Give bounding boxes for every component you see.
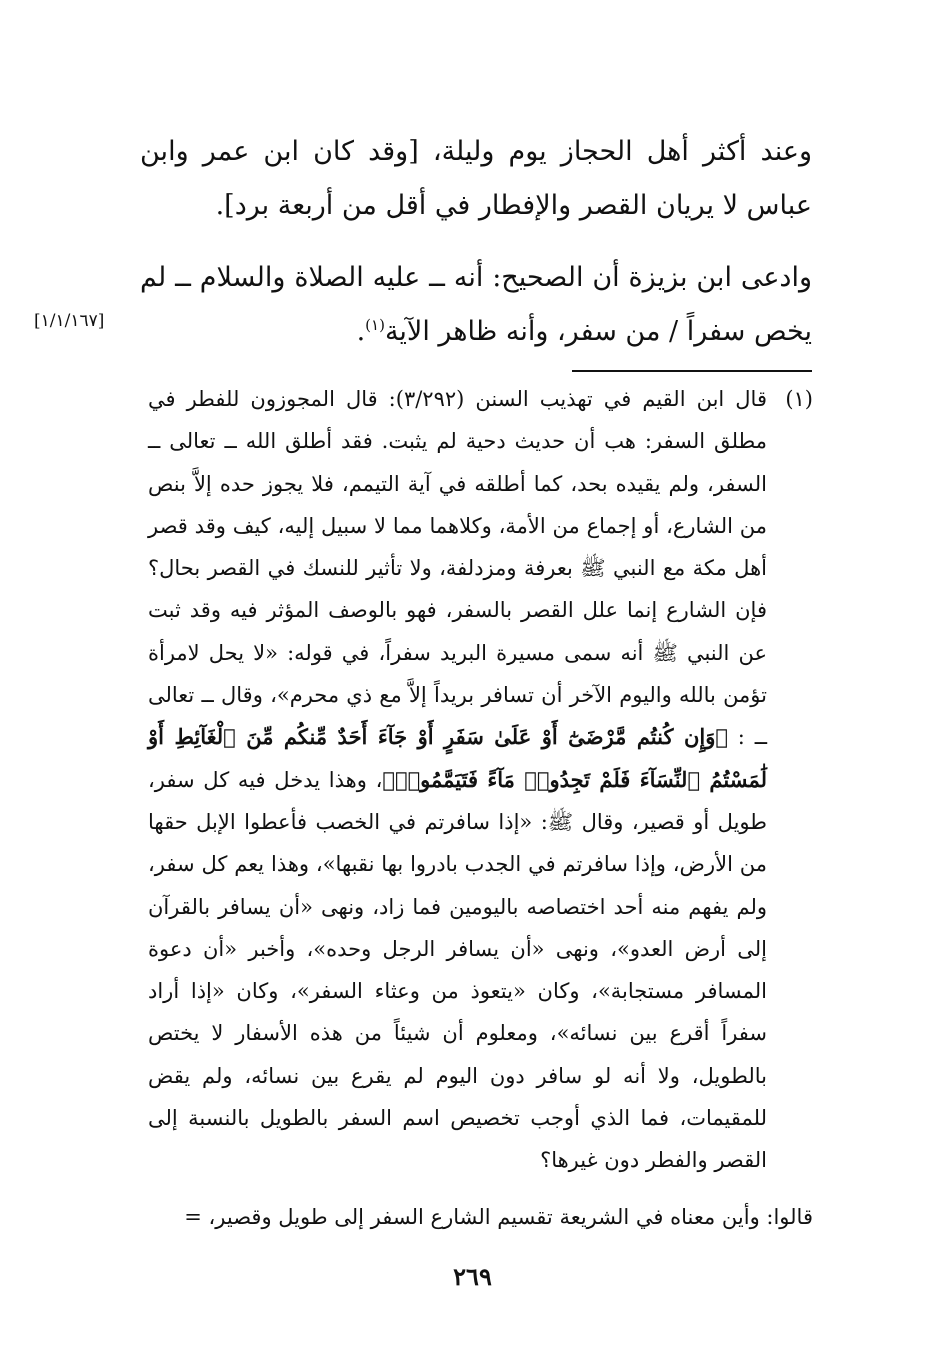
footnote-continuation: قالوا: وأين معناه في الشريعة تقسيم الشارع السفر إلى طويل وقصير، =	[184, 1205, 813, 1229]
main-paragraph-2-text: وادعى ابن بزيزة أن الصحيح: أنه ــ عليه الصلاة والسلام ــ لم يخص سفراً / من سفر، وأنه ظاهر الآية	[140, 262, 812, 347]
footnote-number: (١)	[785, 387, 813, 411]
page-number: ٢٦٩	[453, 1262, 492, 1291]
main-paragraph-2-end: .	[356, 316, 366, 347]
main-paragraph-2	[140, 251, 812, 359]
footnote-1	[148, 378, 813, 1182]
footnote-marker[interactable]: (١)	[365, 316, 385, 334]
footnote-body	[148, 378, 767, 1182]
footnote-text-part-1: قال ابن القيم في تهذيب السنن (٣/٢٩٢): قال المجوزون للفطر في مطلق السفر: هب أن حديث دحية لم يثبت. فقد أطلق الله ــ تعالى ــ السفر، ولم يقيده بحد، كما أطلقه في آية التيمم، فلا يجوز حده إلاَّ بنص من الشارع، أو إجماع من الأمة، وكلاهما مما لا سبيل إليه، كيف وقد قصر أهل مكة مع النبي ﷺ بعرفة ومزدلفة، ولا تأثير للنسك في القصر بحال؟ فإن الشارع إنما علل القصر بالسفر، فهو بالوصف المؤثر فيه وقد ثبت عن النبي ﷺ أنه سمى مسيرة البريد سفراً، في قوله: «لا يحل لامرأة تؤمن بالله واليوم الآخر أن تسافر بريداً إلاَّ مع ذي محرم»، وقال ــ تعالى ــ :	[148, 387, 767, 750]
footnote-text-part-2: ، وهذا يدخل فيه كل سفر، طويل أو قصير، وقال ﷺ: «إذا سافرتم في الخصب فأعطوا الإبل حقها من الأرض، وإذا سافرتم في الجدب بادروا بها نقبها»، وهذا يعم كل سفر، ولم يفهم منه أحد اختصاصه باليومين فما زاد، ونهى «أن يسافر بالقرآن إلى أرض العدو»، ونهى «أن يسافر الرجل وحده»، وأخبر «أن دعوة المسافر مستجابة»، وكان «يتعوذ من وعثاء السفر»، وكان «إذا أراد سفراً أقرع بين نسائه»، ومعلوم أن شيئاً من هذه الأسفار لا يختص بالطويل، ولا أنه لو سافر دون اليوم لم يقرع بين نسائه، ولم يقض للمقيمات، فما الذي أوجب تخصيص اسم السفر بالطويل بالنسبة إلى القصر والفطر دون غيرها؟	[148, 767, 767, 1173]
manuscript-folio-reference: [١/١/١٦٧]	[34, 311, 105, 331]
main-paragraph-1: وعند أكثر أهل الحجاز يوم وليلة، [وقد كان ابن عمر وابن عباس لا يريان القصر والإفطار في أقل من أربعة برد].	[140, 136, 812, 221]
footnote-separator	[572, 370, 812, 372]
quran-verse: ﴿وَإِن كُنتُم مَّرْضَىٰٓ أَوْ عَلَىٰ سَفَرٍ أَوْ جَآءَ أَحَدٌ مِّنكُم مِّنَ ٱلْغَآئِطِ أَوْ لَٰمَسْتُمُ ٱلنِّسَآءَ فَلَمْ تَجِدُوا۟ مَآءً فَتَيَمَّمُوا۟﴾	[148, 724, 767, 792]
